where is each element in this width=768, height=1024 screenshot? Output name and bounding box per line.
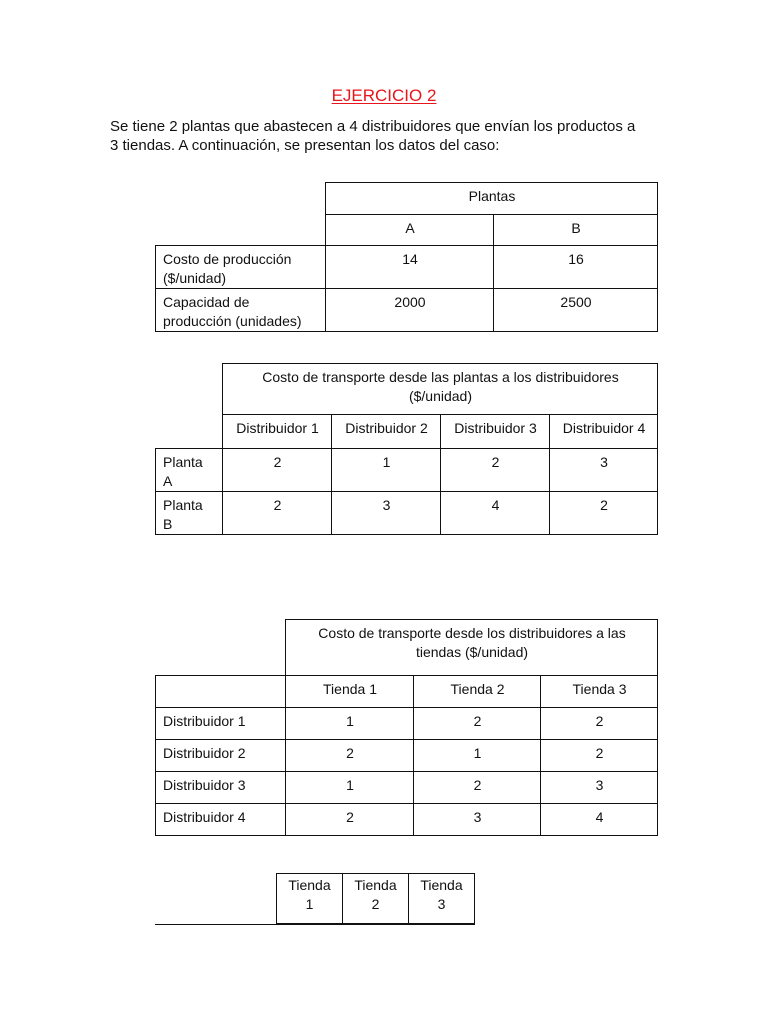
table-row xyxy=(156,708,658,740)
column-header: B xyxy=(494,215,658,246)
table-cell: 2 xyxy=(223,492,332,535)
row-label-line: Costo de producción xyxy=(163,251,292,267)
row-label-line: A xyxy=(163,473,173,489)
column-header: Distribuidor 1 xyxy=(223,415,332,449)
row-label-line: producción (unidades) xyxy=(163,313,302,329)
row-label xyxy=(156,449,223,492)
table-cell: 2 xyxy=(414,772,541,804)
table-cell: 1 xyxy=(332,449,441,492)
table-row xyxy=(156,289,658,332)
table-cell: 3 xyxy=(541,772,658,804)
column-header xyxy=(409,874,475,924)
row-label-line: Planta xyxy=(163,497,203,513)
column-header: Tienda 1 xyxy=(286,676,414,708)
table-cell: 1 xyxy=(286,708,414,740)
column-header: Tienda 3 xyxy=(541,676,658,708)
column-header: Distribuidor 3 xyxy=(441,415,550,449)
table-row xyxy=(156,804,658,836)
table-cell: 1 xyxy=(414,740,541,772)
column-header xyxy=(277,874,343,924)
header-line: 2 xyxy=(371,896,380,912)
row-label xyxy=(156,246,326,289)
table-cell: 14 xyxy=(326,246,494,289)
transport-group-header xyxy=(286,620,658,676)
row-label: Distribuidor 1 xyxy=(156,708,286,740)
row-label-line: ($/unidad) xyxy=(163,270,227,286)
row-label: Distribuidor 4 xyxy=(156,804,286,836)
table-cell: 2 xyxy=(286,804,414,836)
column-header: A xyxy=(326,215,494,246)
table-cell: 4 xyxy=(541,804,658,836)
column-header: Distribuidor 2 xyxy=(332,415,441,449)
distributor-store-table xyxy=(155,619,658,836)
table-cell: 2000 xyxy=(326,289,494,332)
store-table xyxy=(276,873,475,924)
row-label: Distribuidor 3 xyxy=(156,772,286,804)
plants-group-header: Plantas xyxy=(326,183,658,215)
header-line: Tienda xyxy=(420,877,463,893)
table-cell: 2 xyxy=(441,449,550,492)
header-line: Costo de transporte desde los distribuidores a las xyxy=(318,625,626,641)
row-label: Distribuidor 2 xyxy=(156,740,286,772)
table-row xyxy=(156,740,658,772)
table-cell: 4 xyxy=(441,492,550,535)
column-header xyxy=(343,874,409,924)
table-cell: 2 xyxy=(550,492,658,535)
table-cell: 3 xyxy=(550,449,658,492)
table-cell: 2 xyxy=(414,708,541,740)
table-cell: 2500 xyxy=(494,289,658,332)
corner-cell xyxy=(156,676,286,708)
plant-distributor-table xyxy=(155,363,658,535)
table-row xyxy=(156,772,658,804)
row-label-line: Capacidad de xyxy=(163,294,250,310)
page-title: EJERCICIO 2 xyxy=(331,86,437,105)
table-cell: 3 xyxy=(414,804,541,836)
column-header: Tienda 2 xyxy=(414,676,541,708)
header-line: 1 xyxy=(305,896,314,912)
header-line: tiendas ($/unidad) xyxy=(415,644,529,660)
table-row xyxy=(156,492,658,535)
row-label-line: Planta xyxy=(163,454,203,470)
table-cell: 2 xyxy=(541,740,658,772)
table-cell: 1 xyxy=(286,772,414,804)
table-bottom-rule xyxy=(155,924,475,925)
header-line: ($/unidad) xyxy=(408,388,473,404)
row-label xyxy=(156,289,326,332)
header-line: 3 xyxy=(437,896,446,912)
header-line: Costo de transporte desde las plantas a los distribuidores xyxy=(262,369,619,385)
table-row xyxy=(156,449,658,492)
row-label-line: B xyxy=(163,516,173,532)
table-row xyxy=(156,246,658,289)
column-header: Distribuidor 4 xyxy=(550,415,658,449)
row-label xyxy=(156,492,223,535)
plants-table xyxy=(155,182,658,332)
header-line: Tienda xyxy=(354,877,397,893)
transport-group-header xyxy=(223,364,658,415)
table-cell: 16 xyxy=(494,246,658,289)
table-cell: 3 xyxy=(332,492,441,535)
table-cell: 2 xyxy=(541,708,658,740)
intro-line-2: 3 tiendas. A continuación, se presentan los datos del caso: xyxy=(110,137,500,154)
table-cell: 2 xyxy=(286,740,414,772)
intro-line-1: Se tiene 2 plantas que abastecen a 4 distribuidores que envían los productos a xyxy=(110,118,636,135)
intro-paragraph xyxy=(110,117,670,155)
header-line: Tienda xyxy=(288,877,331,893)
table-cell: 2 xyxy=(223,449,332,492)
